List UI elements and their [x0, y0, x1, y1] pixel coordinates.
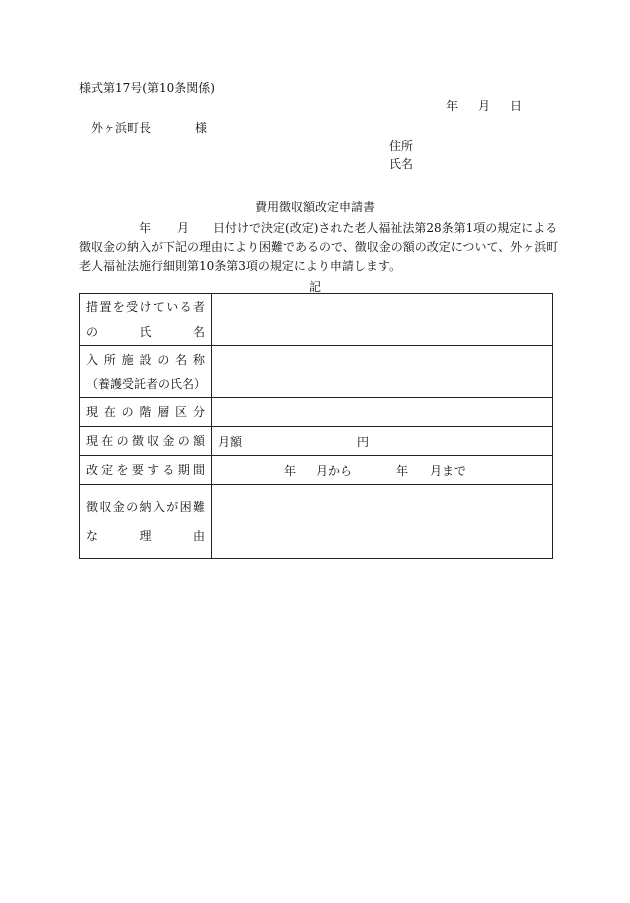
date-month: 月: [478, 99, 491, 113]
table-row-reason: [80, 485, 553, 559]
period-year-1: 年: [284, 463, 297, 478]
addressee: 外ヶ浜町長: [91, 121, 152, 135]
reason-value-cell[interactable]: [212, 485, 553, 559]
period-label-cell: [80, 456, 212, 485]
facility-label-cell: [80, 346, 212, 398]
bracket-label-cell: [80, 398, 212, 427]
person-label-a: 措置を受けている者: [86, 300, 205, 314]
address-label: 住所: [389, 139, 414, 153]
period-label: 改定を要する期間: [86, 463, 205, 477]
facility-value-cell[interactable]: [212, 346, 553, 398]
name-label: 氏名: [389, 157, 414, 171]
person-value-cell[interactable]: [212, 294, 553, 346]
table-row-bracket: [80, 398, 553, 427]
document-title: 費用徴収額改定申請書: [254, 200, 375, 214]
table-row-person: [80, 294, 553, 346]
table-row-facility: [80, 346, 553, 398]
reason-label-b: な 理 由: [86, 529, 205, 543]
body-month: 月: [177, 221, 190, 235]
reason-label-a: 徴収金の納入が困難: [86, 500, 205, 514]
period-value-cell[interactable]: [212, 456, 553, 485]
period-year-2: 年: [396, 463, 409, 478]
amount-label: 現在の徴収金の額: [86, 434, 205, 448]
body-year: 年: [139, 221, 152, 235]
date-day: 日: [510, 99, 523, 113]
amount-value-cell[interactable]: [212, 427, 553, 456]
period-from: 月から: [316, 463, 353, 478]
monthly-label: 月額: [218, 434, 243, 449]
date-line: [446, 99, 522, 113]
ki-heading: 記: [308, 280, 321, 294]
body-line-1: [79, 219, 558, 238]
date-year: 年: [446, 99, 459, 113]
reason-label-cell: [80, 485, 212, 559]
yen-label: 円: [357, 434, 370, 449]
amount-label-cell: [80, 427, 212, 456]
body-line-3: 老人福祉法施行細則第10条第3項の規定により申請します。: [79, 259, 401, 273]
person-label-b: の 氏 名: [86, 325, 205, 339]
person-label-cell: [80, 294, 212, 346]
body-line-2: 徴収金の納入が下記の理由により困難であるので、徴収金の額の改定について、外ヶ浜町: [79, 240, 559, 254]
facility-label-b: （養護受託者の氏名）: [86, 376, 207, 391]
body-text: [79, 219, 559, 276]
form-number: 様式第17号(第10条関係): [79, 81, 215, 95]
body-line-1-rest: 日付けで決定(改定)された老人福祉法第28条第1項の規定による: [213, 221, 558, 235]
facility-label-a: 入所施設の名称: [86, 352, 205, 367]
honorific: 様: [195, 121, 208, 135]
period-until: 月まで: [430, 463, 467, 478]
addressee-line: [91, 121, 207, 135]
table-row-period: [80, 456, 553, 485]
application-table: [79, 293, 553, 559]
bracket-value-cell[interactable]: [212, 398, 553, 427]
table-row-amount: [80, 427, 553, 456]
bracket-label: 現在の階層区分: [86, 405, 205, 419]
